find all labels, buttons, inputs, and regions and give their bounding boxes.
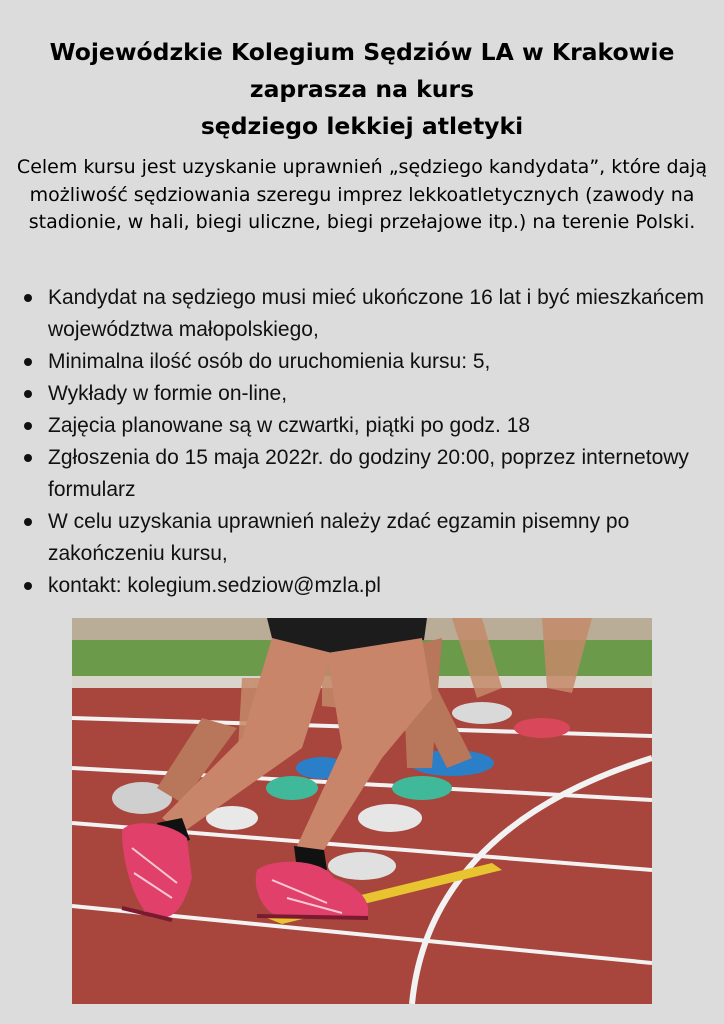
contact-text: kontakt: kolegium.sedziow@mzla.pl (48, 574, 381, 597)
list-item-text: Wykłady w formie on-line, (48, 382, 288, 405)
list-item (18, 282, 718, 346)
list-item (18, 442, 718, 506)
poster-title (0, 34, 724, 145)
bullet-icon (24, 358, 32, 366)
bullet-icon (24, 454, 32, 462)
bullet-icon (24, 518, 32, 526)
list-item-text: Kandydat na sędziego musi mieć ukończone 16 lat i być mieszkańcem województwa małopolskiego, (48, 286, 705, 341)
bullet-icon (24, 582, 32, 590)
info-list (18, 282, 718, 602)
list-item-text: W celu uzyskania uprawnień należy zdać egzamin pisemny po zakończeniu kursu, (48, 510, 630, 565)
list-item (18, 506, 718, 570)
bullet-icon (24, 422, 32, 430)
title-line-1: Wojewódzkie Kolegium Sędziów LA w Krakowie (49, 38, 675, 66)
list-item-text: Minimalna ilość osób do uruchomienia kursu: 5, (48, 350, 491, 373)
title-line-2: zaprasza na kurs (249, 75, 475, 103)
list-item-text: Zgłoszenia do 15 maja 2022r. do godziny 20:00, poprzez internetowy formularz (48, 446, 689, 501)
bullet-icon (24, 390, 32, 398)
title-line-3: sędziego lekkiej atletyki (200, 112, 524, 140)
list-item (18, 410, 718, 442)
intro-paragraph: Celem kursu jest uzyskanie uprawnień „sędziego kandydata”, które dają możliwość sędziowania szeregu imprez lekkoatletycznych (zawody na stadionie, w hali, biegi uliczne, biegi przełajowe itp.) na terenie Polski. (16, 156, 708, 233)
runners-on-track-illustration (72, 618, 652, 1004)
list-item-text: Zajęcia planowane są w czwartki, piątki po godz. 18 (48, 414, 531, 437)
list-item (18, 346, 718, 378)
list-item (18, 378, 718, 410)
list-item (18, 570, 718, 602)
runners-photo (72, 618, 652, 1004)
bullet-icon (24, 294, 32, 302)
